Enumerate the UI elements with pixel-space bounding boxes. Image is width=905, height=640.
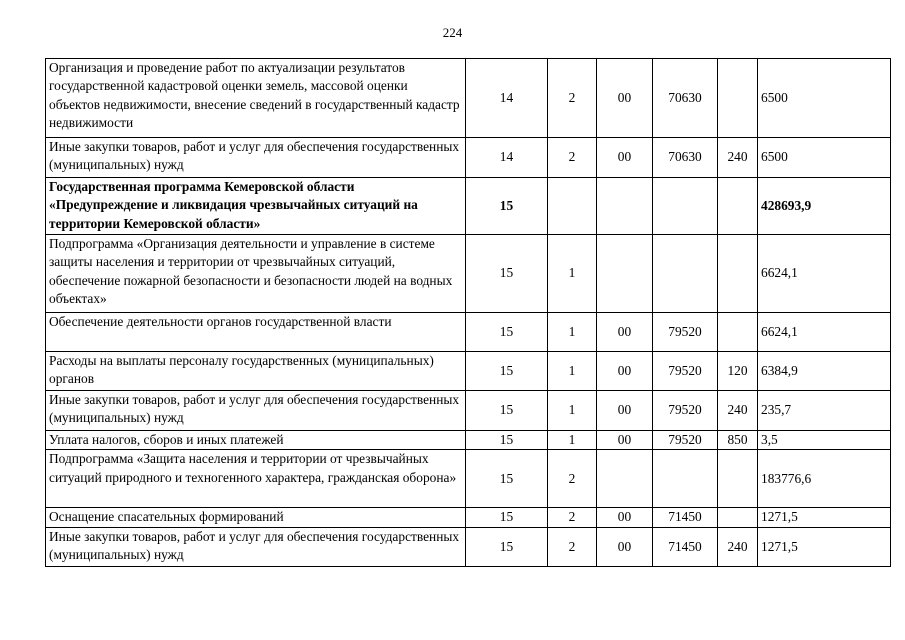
cell-code-4: 79520 — [653, 313, 718, 352]
table-row — [46, 235, 891, 313]
cell-name: Иные закупки товаров, работ и услуг для обеспечения государственных (муниципальных) нужд — [46, 138, 466, 178]
cell-code-5 — [718, 178, 758, 235]
cell-code-4: 70630 — [653, 138, 718, 178]
cell-code-3 — [597, 450, 653, 508]
cell-code-5: 240 — [718, 527, 758, 566]
table-row — [46, 352, 891, 391]
cell-name: Подпрограмма «Организация деятельности и управление в системе защиты населения и территории от чрезвычайных ситуаций, обеспечение пожарной безопасности и безопасности людей на водных объектах» — [46, 235, 466, 313]
cell-code-4 — [653, 178, 718, 235]
cell-code-2: 2 — [548, 59, 597, 138]
cell-code-1: 15 — [466, 431, 548, 450]
cell-sum: 1271,5 — [758, 527, 891, 566]
cell-sum: 6384,9 — [758, 352, 891, 391]
cell-code-2: 2 — [548, 527, 597, 566]
cell-code-2: 1 — [548, 391, 597, 431]
cell-code-3 — [597, 235, 653, 313]
cell-code-5: 240 — [718, 391, 758, 431]
cell-name: Иные закупки товаров, работ и услуг для обеспечения государственных (муниципальных) нужд — [46, 527, 466, 566]
cell-code-4: 79520 — [653, 352, 718, 391]
cell-sum: 235,7 — [758, 391, 891, 431]
cell-code-4: 79520 — [653, 391, 718, 431]
cell-code-5: 850 — [718, 431, 758, 450]
table-row — [46, 450, 891, 508]
cell-sum: 3,5 — [758, 431, 891, 450]
cell-code-1: 15 — [466, 313, 548, 352]
cell-code-1: 15 — [466, 527, 548, 566]
cell-code-4 — [653, 450, 718, 508]
cell-code-5 — [718, 508, 758, 527]
cell-code-2: 1 — [548, 313, 597, 352]
table-row — [46, 138, 891, 178]
cell-code-3 — [597, 178, 653, 235]
cell-code-2: 2 — [548, 450, 597, 508]
cell-code-5: 240 — [718, 138, 758, 178]
cell-code-3: 00 — [597, 431, 653, 450]
cell-code-3: 00 — [597, 59, 653, 138]
cell-sum: 6500 — [758, 59, 891, 138]
cell-code-2: 2 — [548, 138, 597, 178]
cell-sum: 6500 — [758, 138, 891, 178]
cell-code-3: 00 — [597, 352, 653, 391]
table-row — [46, 527, 891, 566]
cell-name: Оснащение спасательных формирований — [46, 508, 466, 527]
table-row — [46, 431, 891, 450]
cell-code-3: 00 — [597, 313, 653, 352]
cell-code-4: 71450 — [653, 527, 718, 566]
cell-code-1: 15 — [466, 508, 548, 527]
cell-code-3: 00 — [597, 391, 653, 431]
cell-sum: 1271,5 — [758, 508, 891, 527]
cell-code-4 — [653, 235, 718, 313]
cell-code-5: 120 — [718, 352, 758, 391]
cell-name: Обеспечение деятельности органов государственной власти — [46, 313, 466, 352]
cell-code-3: 00 — [597, 508, 653, 527]
cell-sum: 6624,1 — [758, 235, 891, 313]
table-row — [46, 508, 891, 527]
cell-code-2: 1 — [548, 352, 597, 391]
cell-name: Иные закупки товаров, работ и услуг для обеспечения государственных (муниципальных) нужд — [46, 391, 466, 431]
cell-sum: 428693,9 — [758, 178, 891, 235]
cell-name: Организация и проведение работ по актуализации результатов государственной кадастровой оценки земель, массовой оценки объектов недвижимости, внесение сведений в государственный кадастр недвижимости — [46, 59, 466, 138]
cell-code-4: 70630 — [653, 59, 718, 138]
cell-code-1: 14 — [466, 59, 548, 138]
table-row — [46, 178, 891, 235]
cell-code-5 — [718, 59, 758, 138]
cell-code-1: 15 — [466, 235, 548, 313]
cell-sum: 183776,6 — [758, 450, 891, 508]
cell-code-5 — [718, 313, 758, 352]
cell-code-1: 15 — [466, 450, 548, 508]
cell-code-5 — [718, 235, 758, 313]
cell-name: Расходы на выплаты персоналу государственных (муниципальных) органов — [46, 352, 466, 391]
cell-name: Уплата налогов, сборов и иных платежей — [46, 431, 466, 450]
cell-code-2: 2 — [548, 508, 597, 527]
cell-code-3: 00 — [597, 527, 653, 566]
budget-table — [45, 58, 891, 567]
cell-code-4: 79520 — [653, 431, 718, 450]
cell-code-5 — [718, 450, 758, 508]
cell-name: Подпрограмма «Защита населения и территории от чрезвычайных ситуаций природного и техногенного характера, гражданская оборона» — [46, 450, 466, 508]
table-row — [46, 391, 891, 431]
cell-code-1: 15 — [466, 178, 548, 235]
cell-code-2 — [548, 178, 597, 235]
cell-code-4: 71450 — [653, 508, 718, 527]
cell-name: Государственная программа Кемеровской области «Предупреждение и ликвидация чрезвычайных ситуаций на территории Кемеровской области» — [46, 178, 466, 235]
cell-code-2: 1 — [548, 235, 597, 313]
page-number: 224 — [442, 25, 463, 40]
cell-sum: 6624,1 — [758, 313, 891, 352]
table-row — [46, 59, 891, 138]
cell-code-2: 1 — [548, 431, 597, 450]
cell-code-1: 15 — [466, 352, 548, 391]
cell-code-3: 00 — [597, 138, 653, 178]
cell-code-1: 15 — [466, 391, 548, 431]
cell-code-1: 14 — [466, 138, 548, 178]
table-row — [46, 313, 891, 352]
